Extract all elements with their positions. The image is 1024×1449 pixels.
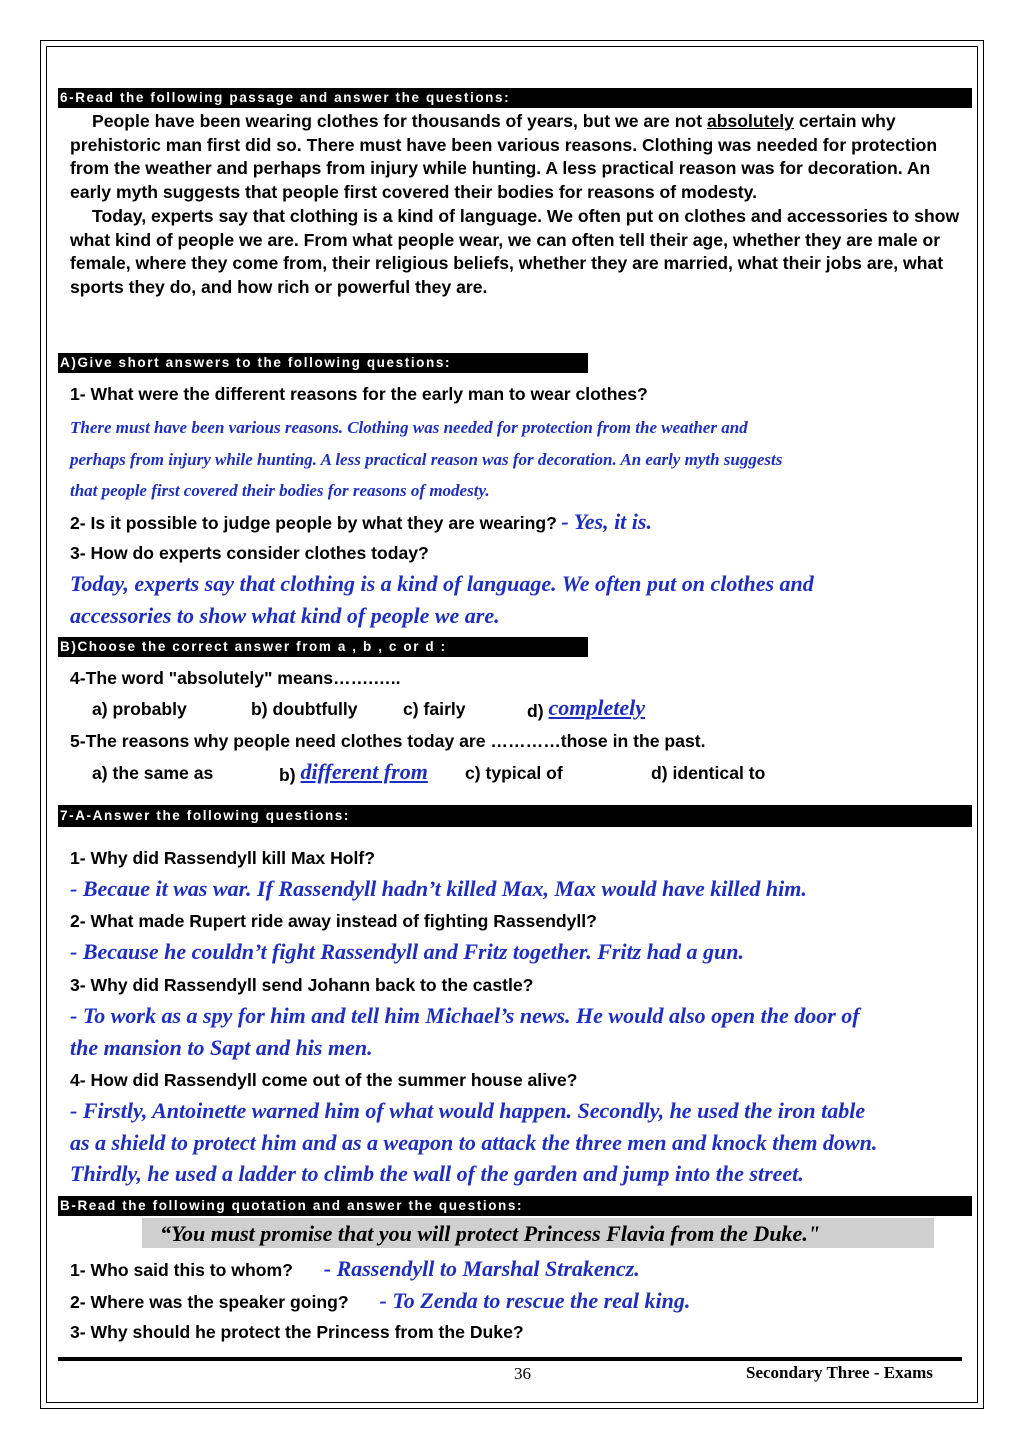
question-6a-1: 1- What were the different reasons for the early man to wear clothes? <box>70 384 648 404</box>
question-6b-5: 5-The reasons why people need clothes today are …………those in the past. <box>70 731 706 751</box>
answer-7b-2: - To Zenda to rescue the real king. <box>379 1288 691 1313</box>
question-7b-1: 1- Who said this to whom? <box>70 1260 293 1280</box>
section-7b-header: B-Read the following quotation and answer the questions: <box>58 1196 972 1216</box>
option-5b <box>279 759 428 785</box>
question-6a-2: 2- Is it possible to judge people by what they are wearing? <box>70 513 557 533</box>
option-4d <box>527 695 645 721</box>
question-7a-3: 3- Why did Rassendyll send Johann back to the castle? <box>70 975 534 995</box>
option-4a: a) probably <box>92 699 187 719</box>
passage-p1-rest: certain why prehistoric man first did so. There must have been various reasons. Clothing was needed for protection from the weather and perhaps from injury while hunting. A less practical reason was for decoration. An early myth suggests that people first covered their bodies for reasons of modesty. <box>70 111 938 203</box>
passage-p1-start: People have been wearing clothes for thousands of years, but we are not <box>92 111 707 131</box>
option-5c: c) typical of <box>465 763 563 783</box>
option-5b-letter: b) <box>279 765 301 785</box>
option-5a: a) the same as <box>92 763 214 783</box>
answer-7a-4-line-3: Thirdly, he used a ladder to climb the wall of the garden and jump into the street. <box>70 1161 804 1186</box>
answer-7a-2: - Because he couldn’t fight Rassendyll and Fritz together. Fritz had a gun. <box>70 939 744 964</box>
question-6a-3: 3- How do experts consider clothes today? <box>70 543 429 563</box>
answer-6a-1-line-1: There must have been various reasons. Clothing was needed for protection from the weather and <box>70 418 748 437</box>
answer-7a-4-line-2: as a shield to protect him and as a weapon to attack the three men and knock them down. <box>70 1130 878 1155</box>
passage-paragraph-1 <box>70 110 960 205</box>
answer-7a-1: - Becaue it was war. If Rassendyll hadn’t killed Max, Max would have killed him. <box>70 876 807 901</box>
answer-6a-3-line-2: accessories to show what kind of people we are. <box>70 603 500 628</box>
footer-title: Secondary Three - Exams <box>746 1363 933 1382</box>
answer-7a-3-line-1: - To work as a spy for him and tell him Michael’s news. He would also open the door of <box>70 1003 860 1028</box>
underlined-word-absolutely: absolutely <box>706 111 794 131</box>
question-answer-row-7b-2 <box>70 1288 690 1314</box>
answer-6a-1-line-3: that people first covered their bodies for reasons of modesty. <box>70 481 490 500</box>
passage-paragraph-2: Today, experts say that clothing is a kind of language. We often put on clothes and accessories to show what kind of people we are. From what people wear, we can often tell their age, whether they are male or female, where they come from, their religious beliefs, whether they are married, what their jobs are, what sports they do, and how rich or powerful they are. <box>70 205 960 297</box>
question-7a-2: 2- What made Rupert ride away instead of fighting Rassendyll? <box>70 911 597 931</box>
question-answer-row-7b-1 <box>70 1256 640 1282</box>
page-number: 36 <box>514 1364 531 1383</box>
question-6b-4: 4-The word "absolutely" means…….….. <box>70 668 401 688</box>
section-7-header: 7-A-Answer the following questions: <box>58 805 972 827</box>
part-a-header: A)Give short answers to the following questions: <box>58 353 588 373</box>
section-6-header: 6-Read the following passage and answer the questions: <box>58 88 972 108</box>
answer-7b-1: - Rassendyll to Marshal Strakencz. <box>323 1256 640 1281</box>
option-5b-answer: different from <box>300 759 428 784</box>
reading-passage <box>70 110 960 300</box>
option-4d-answer: completely <box>548 695 646 720</box>
option-4b: b) doubtfully <box>251 699 358 719</box>
option-4d-letter: d) <box>527 701 549 721</box>
part-b-header: B)Choose the correct answer from a , b , c or d : <box>58 637 588 657</box>
quotation-text: “You must promise that you will protect Princess Flavia from the Duke." <box>160 1221 821 1246</box>
question-answer-row-6a-2 <box>70 509 652 535</box>
answer-6a-3-line-1: Today, experts say that clothing is a kind of language. We often put on clothes and <box>70 571 814 596</box>
question-7b-3: 3- Why should he protect the Princess from the Duke? <box>70 1322 524 1342</box>
question-7a-1: 1- Why did Rassendyll kill Max Holf? <box>70 848 376 868</box>
answer-6a-1-line-2: perhaps from injury while hunting. A less practical reason was for decoration. An early myth suggests <box>70 450 783 469</box>
question-7b-2: 2- Where was the speaker going? <box>70 1292 349 1312</box>
footer-rule <box>58 1357 962 1361</box>
question-7a-4: 4- How did Rassendyll come out of the summer house alive? <box>70 1070 578 1090</box>
answer-6a-2: - Yes, it is. <box>561 509 652 534</box>
answer-7a-4-line-1: - Firstly, Antoinette warned him of what would happen. Secondly, he used the iron table <box>70 1098 866 1123</box>
answer-7a-3-line-2: the mansion to Sapt and his men. <box>70 1035 373 1060</box>
option-5d: d) identical to <box>651 763 766 783</box>
option-4c: c) fairly <box>403 699 466 719</box>
